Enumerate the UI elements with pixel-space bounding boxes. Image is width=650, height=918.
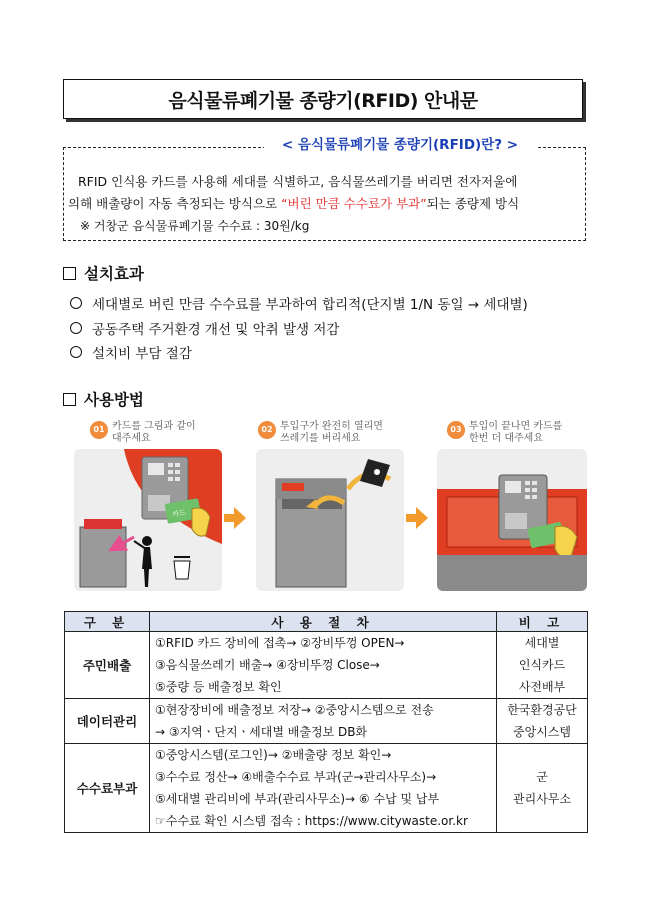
fee-note: ※ 거창군 음식물류폐기물 수수료 : 30원/kg <box>80 219 310 233</box>
circle-bullet-icon <box>70 322 82 334</box>
note-line: 사전배부 <box>518 680 566 694</box>
info-text <box>68 171 581 237</box>
info-highlight: “버린 만큼 수수료가 부과” <box>281 196 427 211</box>
note-line: 관리사무소 <box>513 792 571 806</box>
info-line-1: RFID 인식용 카드를 사용해 세대를 식별하고, 음식물쓰레기를 버리면 전자저울에 <box>78 174 518 189</box>
circle-bullet-icon <box>70 346 82 358</box>
page-title <box>63 79 583 119</box>
info-line-2-b: 되는 종량제 방식 <box>426 196 520 211</box>
table-row <box>65 744 588 833</box>
circle-bullet-icon <box>70 297 82 309</box>
table-header-row <box>65 612 588 632</box>
step-3-line-1: 투입이 끝나면 카드를 <box>469 421 563 432</box>
row-procedure <box>150 632 497 699</box>
row-notes <box>497 632 588 699</box>
table-row <box>65 699 588 744</box>
step-2-line-1: 투입구가 완전히 열리면 <box>280 421 383 432</box>
effects-heading <box>63 262 144 284</box>
row-notes <box>497 744 588 833</box>
step-2-illustration <box>256 449 404 591</box>
procedure-line: ③음식물쓰레기 배출→ ④장비뚜껑 Close→ <box>155 658 380 672</box>
step-number-badge: 02 <box>258 421 276 439</box>
effect-item <box>70 318 339 338</box>
system-link[interactable]: ☞수수료 확인 시스템 접속 : https://www.citywaste.or.kr <box>155 814 468 828</box>
note-line: 인식카드 <box>518 658 566 672</box>
usage-heading <box>63 388 144 410</box>
info-line-2-a: 의해 배출량이 자동 측정되는 방식으로 <box>68 196 282 211</box>
step-caption-3 <box>447 421 562 445</box>
effect-item <box>70 293 528 313</box>
step-number-badge: 01 <box>90 421 108 439</box>
step-1-illustration <box>74 449 222 591</box>
row-notes <box>497 699 588 744</box>
page-title-text: 음식물류폐기물 종량기(RFID) 안내문 <box>168 89 478 112</box>
header-notes: 비 고 <box>497 612 588 632</box>
effect-item-text: 세대별로 버린 만큼 수수료를 부과하여 합리적(단지별 1/N 동일 → 세대별) <box>92 297 528 313</box>
procedure-line: ③수수료 정산→ ④배출수수료 부과(군→관리사무소)→ <box>155 770 437 784</box>
row-category: 수수료부과 <box>65 744 150 833</box>
note-line: 군 <box>536 770 548 784</box>
step-3-illustration <box>437 449 587 591</box>
effect-item <box>70 342 192 362</box>
row-category: 주민배출 <box>65 632 150 699</box>
procedure-line: ①현장장비에 배출정보 저장→ ②중앙시스템으로 전송 <box>155 703 434 717</box>
procedure-line: ⑤중량 등 배출정보 확인 <box>155 680 282 694</box>
step-caption-2 <box>258 421 383 445</box>
step-1-line-2: 대주세요 <box>112 433 151 444</box>
note-line: 세대별 <box>524 636 560 650</box>
procedure-line: ①RFID 카드 장비에 접촉→ ②장비뚜껑 OPEN→ <box>155 636 405 650</box>
effect-item-text: 설치비 부담 절감 <box>92 346 192 362</box>
card-label: 카드 <box>171 508 187 519</box>
step-3-line-2: 한번 더 대주세요 <box>469 433 543 444</box>
square-bullet-icon <box>63 267 76 280</box>
procedure-line: ①중앙시스템(로그인)→ ②배출량 정보 확인→ <box>155 748 392 762</box>
step-number-badge: 03 <box>447 421 465 439</box>
step-caption-1 <box>90 421 196 445</box>
header-category: 구 분 <box>65 612 150 632</box>
step-2-line-2: 쓰레기를 버리세요 <box>280 433 361 444</box>
procedure-line: ⑤세대별 관리비에 부과(관리사무소)→ ⑥ 수납 및 납부 <box>155 792 440 806</box>
info-line-2 <box>68 193 581 215</box>
row-category: 데이터관리 <box>65 699 150 744</box>
table-row <box>65 632 588 699</box>
row-procedure <box>150 699 497 744</box>
usage-title: 사용방법 <box>84 391 144 409</box>
header-procedure: 사 용 절 차 <box>150 612 497 632</box>
note-line: 한국환경공단 <box>507 703 577 717</box>
effects-title: 설치효과 <box>84 265 144 283</box>
effect-item-text: 공동주택 주거환경 개선 및 악취 발생 저감 <box>92 322 340 338</box>
procedure-line: → ③지역ㆍ단지ㆍ세대별 배출정보 DB화 <box>155 725 368 739</box>
arrow-right-icon <box>224 505 246 531</box>
arrow-right-icon <box>406 505 428 531</box>
square-bullet-icon <box>63 393 76 406</box>
info-heading: < 음식물류폐기물 종량기(RFID)란? > <box>264 136 536 154</box>
procedure-table <box>64 611 588 833</box>
info-box <box>63 137 586 241</box>
note-line: 중앙시스템 <box>513 725 571 739</box>
row-procedure <box>150 744 497 833</box>
step-1-line-1: 카드를 그림과 같이 <box>112 421 196 432</box>
